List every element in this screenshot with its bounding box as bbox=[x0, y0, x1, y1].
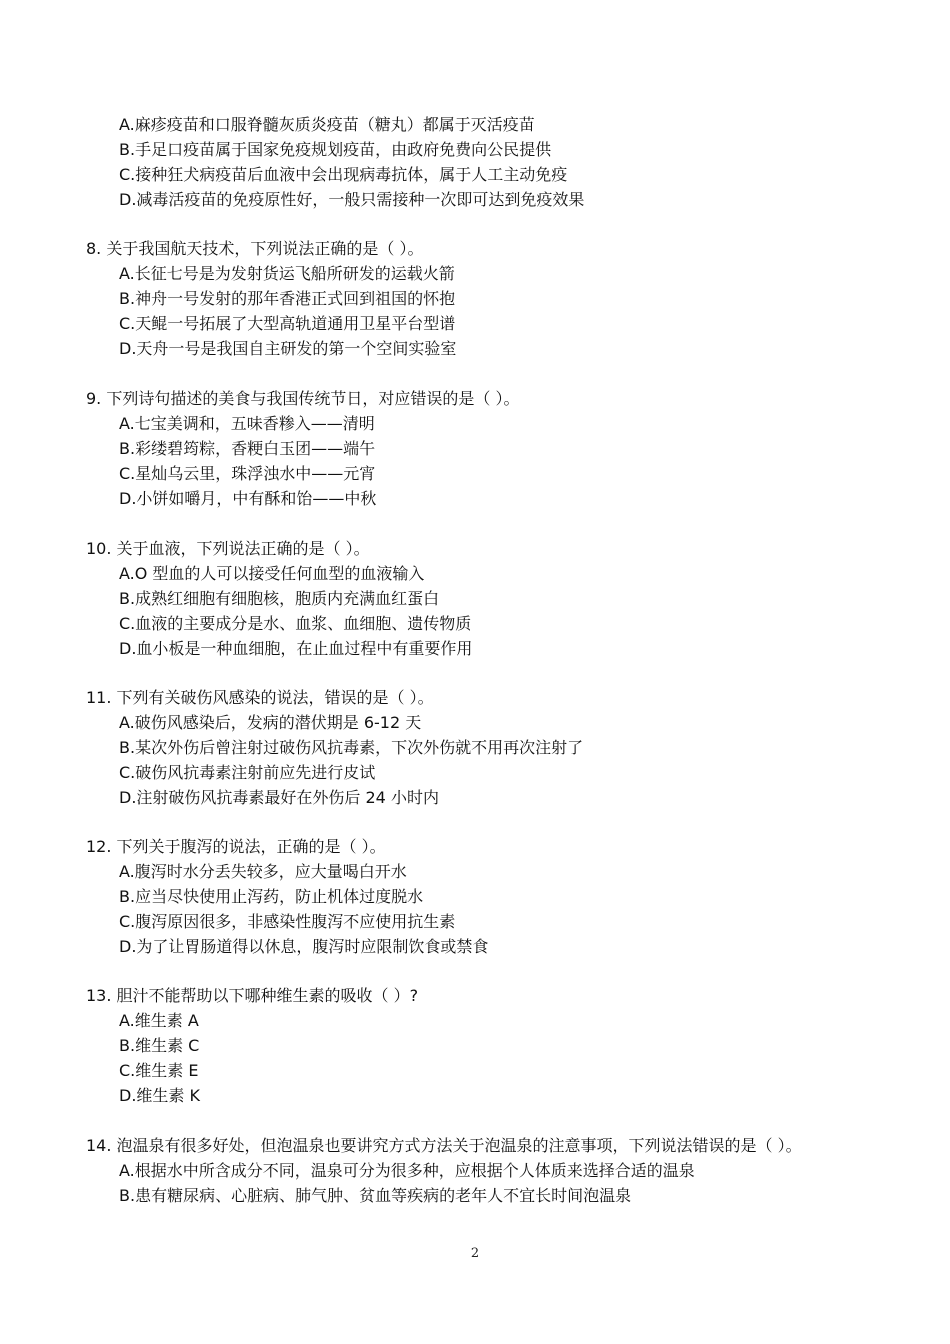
option-b: B.应当尽快使用止泻药，防止机体过度脱水 bbox=[119, 887, 424, 906]
option-c: C.维生素 E bbox=[119, 1061, 199, 1080]
option-c: C.接种狂犬病疫苗后血液中会出现病毒抗体，属于人工主动免疫 bbox=[119, 165, 568, 184]
question-title: 8. 关于我国航天技术，下列说法正确的是（ ）。 bbox=[86, 239, 424, 258]
question-title: 14. 泡温泉有很多好处，但泡温泉也要讲究方式方法关于泡温泉的注意事项，下列说法错误的是（ ）。 bbox=[86, 1136, 802, 1155]
option-b: B.维生素 C bbox=[119, 1036, 200, 1055]
option-c: C.天鲲一号拓展了大型高轨道通用卫星平台型谱 bbox=[119, 314, 456, 333]
option-b: B.彩缕碧筠粽，香粳白玉团——端午 bbox=[119, 439, 376, 458]
option-d: D.血小板是一种血细胞，在止血过程中有重要作用 bbox=[119, 639, 473, 658]
option-a: A.长征七号是为发射货运飞船所研发的运载火箭 bbox=[119, 264, 455, 283]
question-title: 9. 下列诗句描述的美食与我国传统节日，对应错误的是（ ）。 bbox=[86, 389, 520, 408]
option-d: D.注射破伤风抗毒素最好在外伤后 24 小时内 bbox=[119, 788, 439, 807]
option-c: C.星灿乌云里，珠浮浊水中——元宵 bbox=[119, 464, 376, 483]
option-d: D.为了让胃肠道得以休息，腹泻时应限制饮食或禁食 bbox=[119, 937, 489, 956]
option-a: A.根据水中所含成分不同，温泉可分为很多种，应根据个人体质来选择合适的温泉 bbox=[119, 1161, 695, 1180]
option-a: A.维生素 A bbox=[119, 1011, 199, 1030]
option-d: D.天舟一号是我国自主研发的第一个空间实验室 bbox=[119, 339, 457, 358]
option-a: A.O 型血的人可以接受任何血型的血液输入 bbox=[119, 564, 425, 583]
option-b: B.患有糖尿病、心脏病、肺气肿、贫血等疾病的老年人不宜长时间泡温泉 bbox=[119, 1186, 632, 1205]
option-b: B.成熟红细胞有细胞核，胞质内充满血红蛋白 bbox=[119, 589, 440, 608]
question-title: 10. 关于血液，下列说法正确的是（ ）。 bbox=[86, 539, 370, 558]
option-a: A.腹泻时水分丢失较多，应大量喝白开水 bbox=[119, 862, 407, 881]
option-b: B.某次外伤后曾注射过破伤风抗毒素，下次外伤就不用再次注射了 bbox=[119, 738, 584, 757]
option-b: B.神舟一号发射的那年香港正式回到祖国的怀抱 bbox=[119, 289, 456, 308]
option-a: A.七宝美调和，五味香糁入——清明 bbox=[119, 414, 375, 433]
option-d: D.减毒活疫苗的免疫原性好，一般只需接种一次即可达到免疫效果 bbox=[119, 190, 585, 209]
option-d: D.维生素 K bbox=[119, 1086, 200, 1105]
option-c: C.腹泻原因很多，非感染性腹泻不应使用抗生素 bbox=[119, 912, 456, 931]
question-title: 13. 胆汁不能帮助以下哪种维生素的吸收（ ）? bbox=[86, 986, 419, 1005]
option-b: B.手足口疫苗属于国家免疫规划疫苗，由政府免费向公民提供 bbox=[119, 140, 552, 159]
option-c: C.破伤风抗毒素注射前应先进行皮试 bbox=[119, 763, 376, 782]
option-d: D.小饼如嚼月，中有酥和饴——中秋 bbox=[119, 489, 377, 508]
question-title: 11. 下列有关破伤风感染的说法，错误的是（ ）。 bbox=[86, 688, 434, 707]
option-a: A.破伤风感染后，发病的潜伏期是 6-12 天 bbox=[119, 713, 422, 732]
question-title: 12. 下列关于腹泻的说法，正确的是（ ）。 bbox=[86, 837, 386, 856]
option-c: C.血液的主要成分是水、血浆、血细胞、遗传物质 bbox=[119, 614, 472, 633]
option-a: A.麻疹疫苗和口服脊髓灰质炎疫苗（糖丸）都属于灭活疫苗 bbox=[119, 115, 535, 134]
page-number: 2 bbox=[470, 1246, 480, 1261]
